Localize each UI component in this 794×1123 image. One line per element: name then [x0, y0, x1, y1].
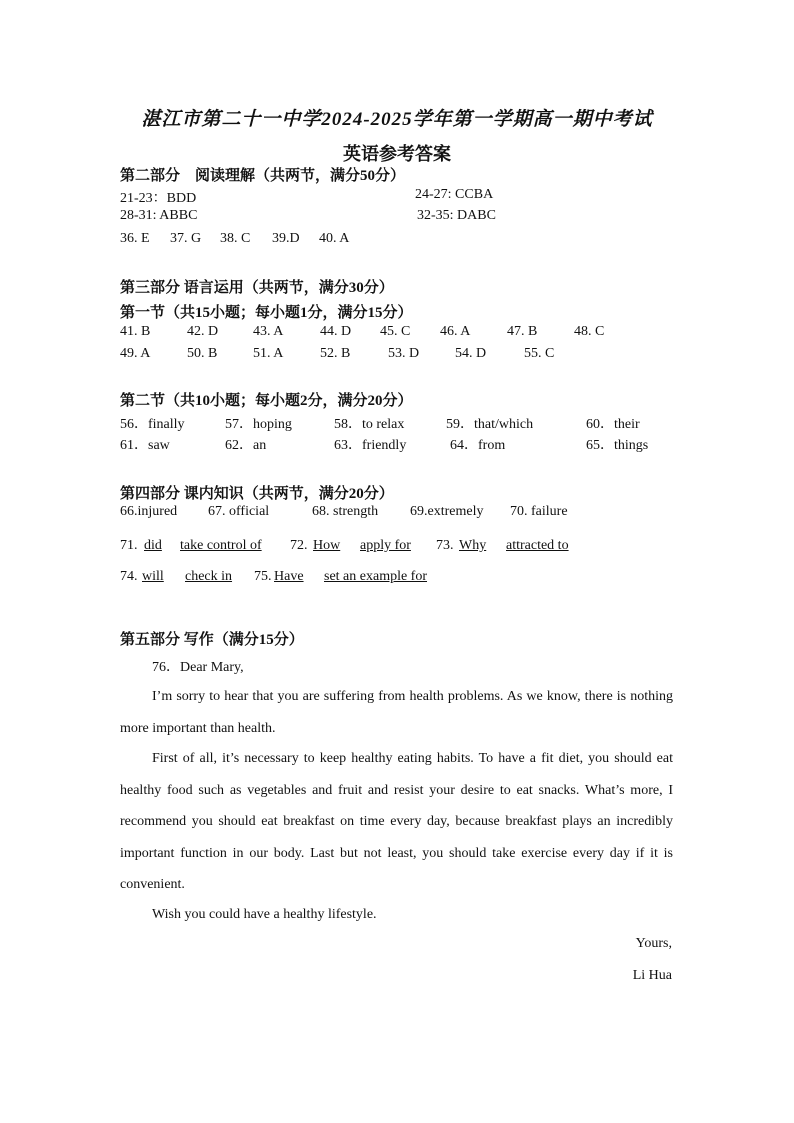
q74-answer-b: check in [185, 569, 233, 584]
q73-number: 73. [436, 538, 454, 553]
answer-55: 55. C [524, 346, 555, 361]
answer-63: 63．friendly [334, 438, 407, 453]
answer-46: 46. A [440, 324, 471, 339]
q72-answer-b: apply for [360, 538, 411, 553]
answer-45: 45. C [380, 324, 411, 339]
q73-answer-a: Why [459, 538, 487, 553]
answer-54: 54. D [455, 346, 487, 361]
letter-greeting: 76．Dear Mary, [152, 660, 244, 675]
q71-answer-a: did [144, 538, 162, 553]
answer-52: 52. B [320, 346, 351, 361]
answer-60: 60．their [586, 417, 640, 432]
answer-59: 59．that/which [446, 417, 534, 432]
part4-heading: 第四部分 课内知识（共两节，满分20分） [120, 486, 394, 502]
answer-56: 56．finally [120, 417, 185, 432]
answer-53: 53. D [388, 346, 420, 361]
q74-number: 74. [120, 569, 138, 584]
part5-heading: 第五部分 写作（满分15分） [120, 632, 304, 648]
answer-69: 69.extremely [410, 504, 484, 519]
answer-68: 68. strength [312, 504, 379, 519]
answer-67: 67. official [208, 504, 270, 519]
answer-65: 65．things [586, 438, 649, 453]
answer-48: 48. C [574, 324, 605, 339]
answer-47: 47. B [507, 324, 538, 339]
answer-41: 41. B [120, 324, 151, 339]
answer-57: 57．hoping [225, 417, 292, 432]
answer-21-23: 21-23：BDD [120, 191, 197, 206]
answer-61: 61．saw [120, 438, 170, 453]
part2-heading: 第二部分 阅读理解（共两节，满分50分） [120, 168, 406, 184]
answer-36: 36. E [120, 231, 150, 246]
answer-66: 66.injured [120, 504, 178, 519]
answer-58: 58．to relax [334, 417, 405, 432]
answer-43: 43. A [253, 324, 284, 339]
letter-paragraph-3: Wish you could have a healthy lifestyle. [152, 907, 377, 922]
q74-answer-a: will [142, 569, 164, 584]
q75-answer-b: set an example for [324, 569, 428, 584]
answer-44: 44. D [320, 324, 352, 339]
answer-49: 49. A [120, 346, 151, 361]
answer-70: 70. failure [510, 504, 568, 519]
answer-51: 51. A [253, 346, 284, 361]
q75-number: 75. [254, 569, 272, 584]
part3-section1-heading: 第一节（共15小题；每小题1分，满分15分） [120, 305, 413, 321]
answer-28-31: 28-31: ABBC [120, 208, 198, 223]
answer-39: 39.D [272, 231, 300, 246]
answer-62: 62．an [225, 438, 267, 453]
letter-paragraph-1: I’m sorry to hear that you are suffering from health problems. As we know, there is nothing more important than health. [120, 689, 673, 736]
letter-closing: Yours, [635, 936, 672, 951]
q72-number: 72. [290, 538, 308, 553]
answer-32-35: 32-35: DABC [417, 208, 496, 223]
answer-24-27: 24-27: CCBA [415, 187, 494, 202]
part3-heading: 第三部分 语言运用（共两节，满分30分） [120, 280, 394, 296]
part3-section2-heading: 第二节（共10小题；每小题2分，满分20分） [120, 393, 413, 409]
q73-answer-b: attracted to [506, 538, 569, 553]
answer-64: 64．from [450, 438, 506, 453]
answer-37: 37. G [170, 231, 202, 246]
exam-title: 湛江市第二十一中学2024-2025学年第一学期高一期中考试 [141, 109, 653, 130]
letter-paragraph-2: First of all, it’s necessary to keep healthy eating habits. To have a fit diet, you should eat healthy food such as vegetables and fruit and resist your desire to eat snacks. What’s more, I recommend you should eat breakfast on time every day, because breakfast plays an incredibly important function in our body. Last but not least, you should take exercise every day if it is convenient. [120, 751, 673, 892]
q71-answer-b: take control of [180, 538, 262, 553]
q72-answer-a: How [313, 538, 341, 553]
letter-signature: Li Hua [632, 968, 672, 983]
answer-50: 50. B [187, 346, 218, 361]
answer-40: 40. A [319, 231, 350, 246]
q71-number: 71. [120, 538, 138, 553]
answer-38: 38. C [220, 231, 251, 246]
q75-answer-a: Have [274, 569, 304, 584]
answer-key-title: 英语参考答案 [343, 144, 451, 164]
answer-42: 42. D [187, 324, 219, 339]
